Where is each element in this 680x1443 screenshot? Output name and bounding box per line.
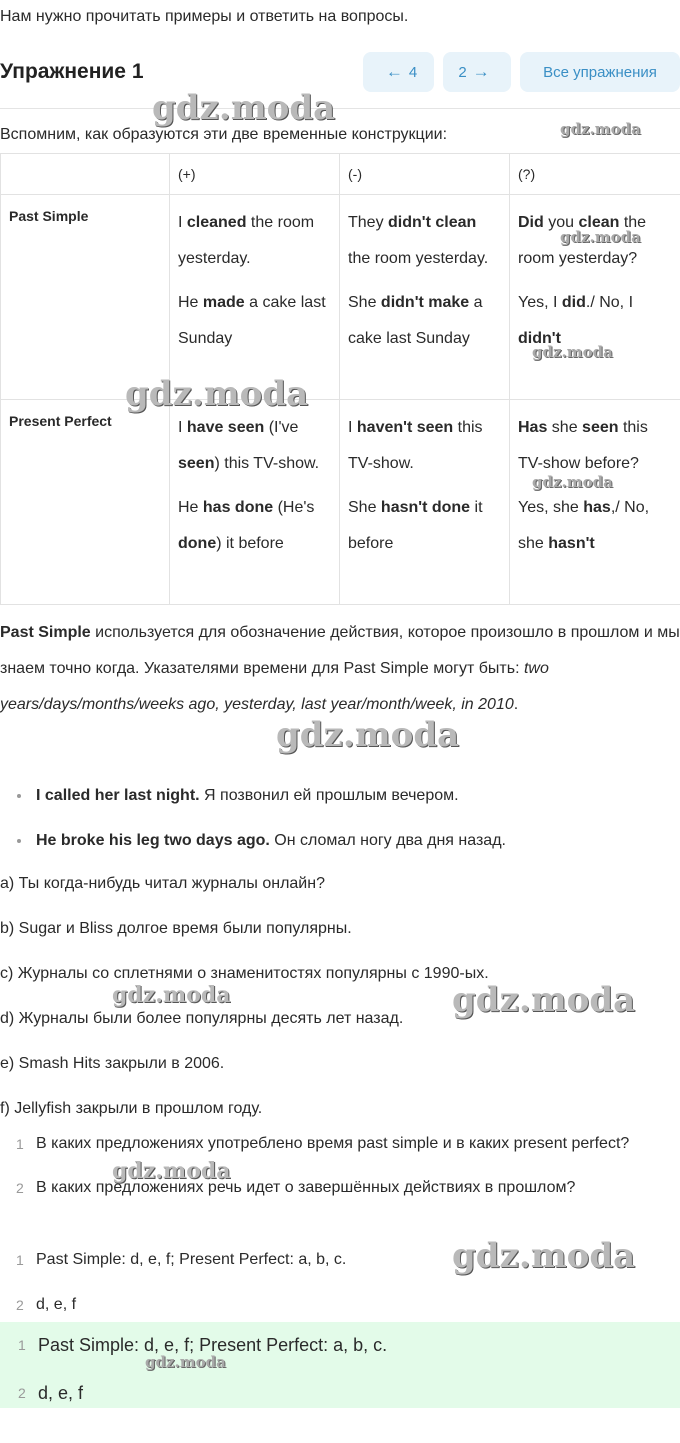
next-exercise-button[interactable] [443, 52, 511, 92]
question-b: b) Sugar и Bliss долгое время были популярны. [0, 920, 352, 937]
answer-item: 2 d, e, f [16, 1296, 77, 1313]
example-sentence: She hasn't done it before [348, 499, 483, 552]
column-header-positive: (+) [170, 154, 340, 195]
next-exercise-label: 2 [458, 63, 467, 81]
list-item: He broke his leg two days ago. Он сломал ногу два дня назад. [0, 823, 680, 868]
cell-perfect-negative [340, 400, 510, 605]
table-header-row [1, 154, 680, 195]
prev-exercise-label: 4 [408, 63, 418, 81]
list-item: I called her last night. Я позвонил ей прошлым вечером. [0, 778, 680, 823]
watermark-logo: gdz.moda [560, 228, 641, 246]
example-sentence: Yes, I did./ No, I didn't [518, 294, 634, 347]
question-d: d) Журналы были более популярны десять лет назад. [0, 1010, 404, 1027]
row-label-present-perfect: Present Perfect [1, 400, 170, 605]
divider [0, 108, 680, 109]
example-sentence: I haven't seen this TV-show. [348, 419, 483, 472]
watermark-logo: gdz.moda [532, 343, 613, 361]
cell-past-question [510, 195, 680, 400]
arrow-left-icon: ← [385, 62, 403, 81]
final-answer-list [0, 1326, 680, 1422]
past-simple-description: Past Simple используется для обозначение действия, которое произошло в прошлом и мы знаем точно когда. Указателями времени для Past Simple могут быть: two years/days/months/weeks ago, yesterday, last year/month/week, in 2010. [0, 624, 680, 713]
intro-text: Нам нужно прочитать примеры и ответить на вопросы. [0, 8, 409, 25]
question-c: c) Журналы со сплетнями о знаменитостях популярны с 1990-ых. [0, 965, 489, 982]
example-sentence: He made a cake last Sunday [178, 294, 326, 347]
final-answer-box [0, 1322, 680, 1408]
table-row-past-simple [1, 195, 680, 400]
watermark-logo: gdz.moda [452, 980, 636, 1020]
bullet-icon [17, 794, 21, 798]
watermark-logo: gdz.moda [276, 715, 460, 755]
task-list [0, 1126, 680, 1206]
cell-past-negative [340, 195, 510, 400]
cell-past-positive [170, 195, 340, 400]
answer-item: 1 Past Simple: d, e, f; Present Perfect: a, b, c. [16, 1251, 347, 1268]
question-f: f) Jellyfish закрыли в прошлом году. [0, 1100, 263, 1117]
watermark-logo: gdz.moda [152, 88, 336, 128]
arrow-right-icon: → [472, 62, 490, 81]
grammar-table [0, 153, 680, 605]
table-row-present-perfect [1, 400, 680, 605]
exercise-header [0, 52, 680, 92]
prev-exercise-button[interactable] [363, 52, 434, 92]
watermark-logo: gdz.moda [145, 1353, 226, 1371]
all-exercises-button[interactable]: Все упражнения [520, 52, 680, 92]
cell-perfect-question [510, 400, 680, 605]
example-sentence: He has done (He's done) it before [178, 499, 315, 552]
column-header-negative: (-) [340, 154, 510, 195]
example-sentence: They didn't clean the room yesterday. [348, 214, 489, 267]
lead-text: Вспомним, как образуются эти две временные конструкции: [0, 126, 448, 143]
answer-item: 1 Past Simple: d, e, f; Present Perfect: a, b, c. [18, 1335, 388, 1355]
table-corner-cell [1, 154, 170, 195]
watermark-logo: gdz.moda [112, 982, 231, 1008]
exercise-title: Упражнение 1 [0, 60, 144, 83]
question-a: a) Ты когда-нибудь читал журналы онлайн? [0, 875, 325, 892]
question-e: e) Smash Hits закрыли в 2006. [0, 1055, 225, 1072]
example-sentence: Did you clean the room yesterday? [518, 214, 647, 267]
example-sentence: I cleaned the room yesterday. [178, 214, 315, 267]
watermark-logo: gdz.moda [125, 374, 309, 414]
column-header-question: (?) [510, 154, 680, 195]
watermark-logo: gdz.moda [560, 120, 641, 138]
example-sentence: She didn't make a cake last Sunday [348, 294, 483, 347]
row-label-past-simple: Past Simple [1, 195, 170, 400]
example-sentence: I have seen (I've seen) this TV-show. [178, 419, 320, 472]
task-item: 2 В каких предложениях речь идет о завершённых действиях в прошлом? [16, 1179, 576, 1196]
bullet-icon [17, 839, 21, 843]
example-sentence: Yes, she has,/ No, she hasn't [518, 499, 650, 552]
answer-item: 2 d, e, f [18, 1383, 84, 1403]
example-sentence: Has she seen this TV-show before? [518, 419, 648, 472]
watermark-logo: gdz.moda [112, 1158, 231, 1184]
task-item: 1 В каких предложениях употреблено время past simple и в каких present perfect? [16, 1135, 630, 1152]
watermark-logo: gdz.moda [532, 473, 613, 491]
cell-perfect-positive [170, 400, 340, 605]
example-list [0, 778, 680, 868]
watermark-logo: gdz.moda [452, 1236, 636, 1276]
